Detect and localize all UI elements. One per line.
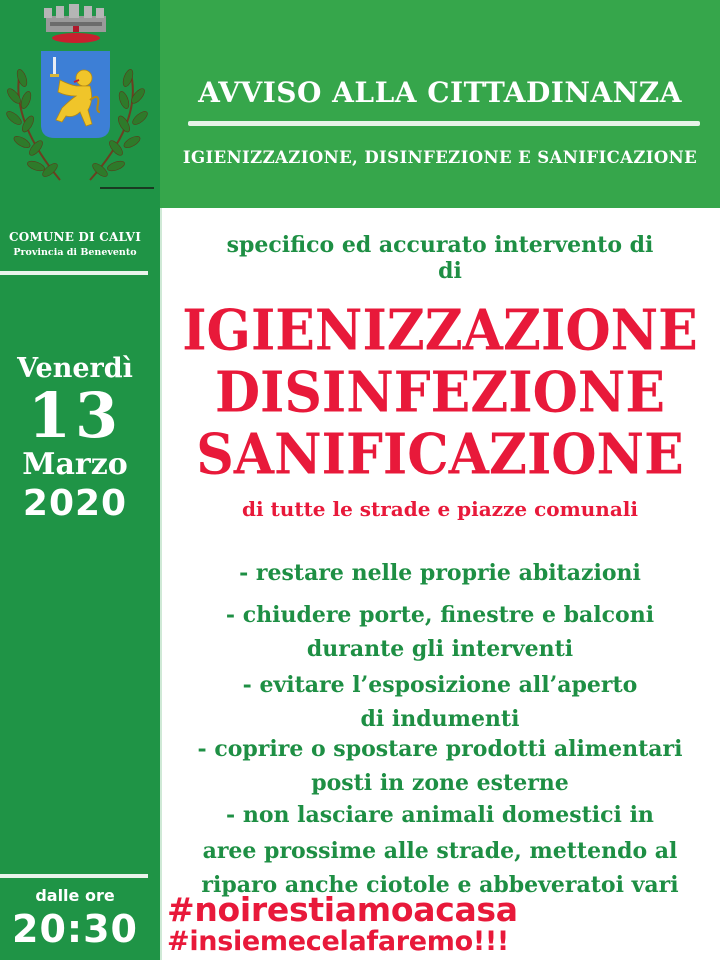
instruction-line: durante gli interventi (306, 636, 574, 662)
municipality-block (0, 230, 150, 258)
notice-subtitle: IGIENIZZAZIONE, DISINFEZIONE E SANIFICAZIONE (182, 148, 698, 167)
date-weekday: Venerdì (17, 353, 133, 384)
instruction-line: aree prossime alle strade, mettendo al (202, 838, 678, 864)
instruction-line: - chiudere porte, finestre e balconi (225, 602, 655, 628)
event-date (0, 352, 150, 526)
hashtag-secondary: #insiemecelafaremo!!! (167, 926, 509, 957)
instruction-line: di indumenti (360, 706, 520, 732)
event-time (0, 886, 150, 952)
date-month: Marzo (22, 447, 128, 482)
sidebar-divider (0, 271, 148, 275)
intro-text (160, 232, 720, 284)
hashtag-primary: #noirestiamoacasa (167, 890, 518, 929)
municipality-name: COMUNE DI CALVI (8, 230, 142, 244)
notice-title: AVVISO ALLA CITTADINANZA (198, 76, 682, 109)
date-day: 13 (27, 379, 123, 452)
time-value: 20:30 (12, 907, 138, 951)
headline-line: IGIENIZZAZIONE (182, 297, 698, 364)
province-name: Provincia di Benevento (13, 247, 137, 258)
crown-icon (44, 4, 106, 43)
instruction-line: - non lasciare animali domestici in (226, 802, 654, 828)
headline (160, 297, 720, 488)
sidebar-divider-bottom (0, 874, 148, 878)
instruction-line: - evitare l’esposizione all’aperto (242, 672, 638, 698)
date-year: 2020 (22, 483, 128, 524)
instruction-line: posti in zone esterne (311, 770, 569, 796)
headline-line: DISINFEZIONE (214, 359, 666, 426)
coat-of-arms-icon (0, 0, 160, 200)
intro-line-1: specifico ed accurato intervento di (226, 232, 654, 258)
time-prefix: dalle ore (35, 886, 115, 905)
headline-line: SANIFICAZIONE (196, 421, 684, 488)
header-divider (188, 121, 700, 126)
instruction-line: riparo anche ciotole e abbeveratoi vari (201, 872, 679, 898)
hashtags (167, 890, 518, 957)
instruction-line: - restare nelle proprie abitazioni (239, 560, 641, 586)
intro-line-2: di (438, 258, 462, 284)
instruction-line: - coprire o spostare prodotti alimentari (197, 736, 683, 762)
scope-text: di tutte le strade e piazze comunali (242, 497, 638, 521)
